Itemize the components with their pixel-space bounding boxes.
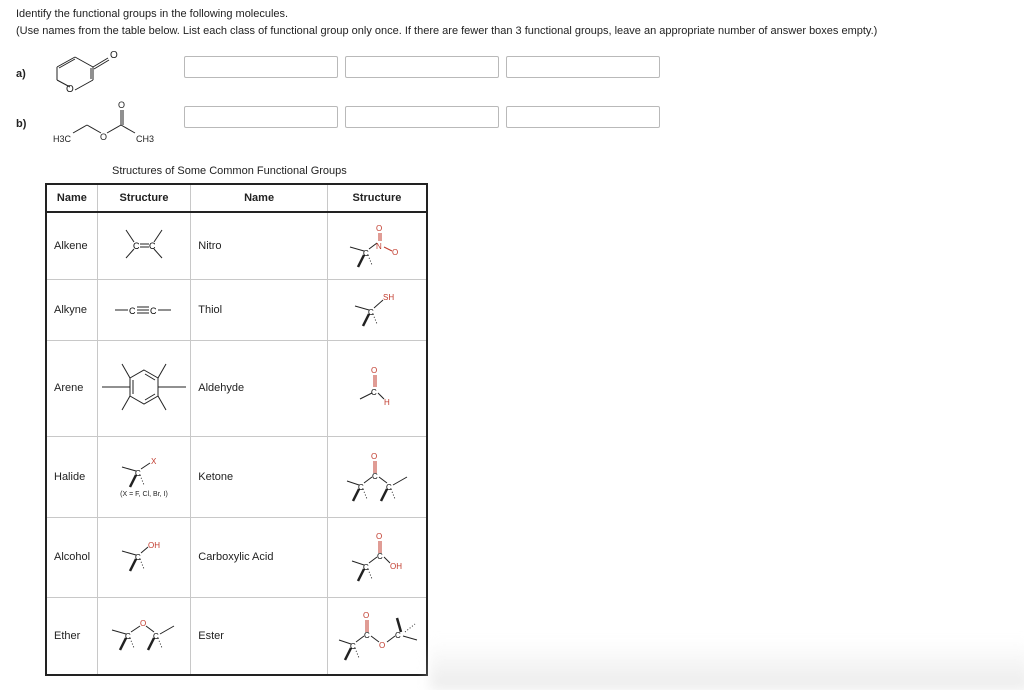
svg-text:C: C [357, 482, 364, 492]
table-row [46, 340, 427, 436]
table-row [46, 436, 427, 517]
svg-text:C: C [153, 631, 159, 641]
svg-text:H: H [383, 398, 390, 407]
row-name-aldehyde: Aldehyde [191, 340, 328, 436]
row-name-thiol: Thiol [191, 279, 328, 340]
svg-text:C: C [367, 307, 374, 317]
svg-text:OH: OH [389, 562, 402, 571]
svg-text:C: C [125, 631, 131, 641]
svg-text:O: O [100, 132, 108, 142]
structure-ether [97, 597, 190, 675]
svg-text:C: C [150, 305, 157, 316]
halide-note: (X = F, Cl, Br, I) [120, 491, 168, 498]
row-name-alcohol: Alcohol [46, 517, 97, 597]
svg-text:O: O [110, 50, 118, 61]
svg-text:C: C [370, 388, 377, 397]
row-name-nitro: Nitro [191, 212, 328, 279]
svg-text:C: C [135, 553, 141, 562]
svg-text:C: C [133, 240, 140, 251]
svg-text:H3C: H3C [53, 134, 72, 144]
table-header-row [46, 184, 427, 212]
svg-text:O: O [370, 366, 378, 375]
svg-text:O: O [66, 84, 74, 95]
svg-text:C: C [363, 630, 370, 640]
svg-text:C: C [149, 240, 156, 251]
bottom-shadow [430, 640, 1024, 690]
svg-text:O: O [378, 640, 386, 650]
header-name-1: Name [46, 184, 97, 212]
answer-a-2[interactable] [345, 56, 499, 78]
header-name-2: Name [191, 184, 328, 212]
molecule-a-structure [45, 45, 135, 95]
row-name-ether: Ether [46, 597, 97, 675]
svg-text:O: O [140, 618, 147, 628]
row-name-carboxylic-acid: Carboxylic Acid [191, 517, 328, 597]
svg-text:OH: OH [148, 541, 160, 550]
structure-halide [97, 436, 190, 517]
svg-text:X: X [151, 457, 157, 466]
row-name-alkene: Alkene [46, 212, 97, 279]
svg-text:O: O [370, 451, 378, 461]
answer-b-3[interactable] [506, 106, 660, 128]
row-name-arene: Arene [46, 340, 97, 436]
header-structure-2: Structure [327, 184, 427, 212]
svg-text:O: O [118, 100, 126, 110]
structure-carboxylic-acid [327, 517, 427, 597]
structure-aldehyde [327, 340, 427, 436]
table-row [46, 279, 427, 340]
table-row [46, 597, 427, 675]
svg-text:C: C [385, 482, 392, 492]
svg-text:O: O [375, 223, 383, 233]
svg-text:C: C [135, 469, 141, 478]
answer-b-1[interactable] [184, 106, 338, 128]
table-caption: Structures of Some Common Functional Groups [112, 165, 347, 177]
question-a-label: a) [16, 68, 26, 80]
svg-text:O: O [391, 247, 399, 257]
svg-text:C: C [376, 552, 383, 561]
svg-text:C: C [362, 563, 369, 572]
structure-arene [97, 340, 190, 436]
table-row [46, 212, 427, 279]
svg-text:C: C [371, 471, 378, 481]
svg-text:C: C [129, 305, 136, 316]
row-name-ester: Ester [191, 597, 328, 675]
svg-text:N: N [375, 241, 382, 251]
row-name-ketone: Ketone [191, 436, 328, 517]
svg-text:SH: SH [382, 292, 395, 302]
header-structure-1: Structure [97, 184, 190, 212]
svg-text:O: O [375, 532, 383, 541]
table-row [46, 517, 427, 597]
answer-b-2[interactable] [345, 106, 499, 128]
svg-text:C: C [394, 630, 401, 640]
svg-text:C: C [362, 248, 369, 258]
structure-alkyne [97, 279, 190, 340]
instructions-line-2: (Use names from the table below. List each class of functional group only once. If there are fewer than 3 functional groups, leave an appropriate number of answer boxes empty.) [16, 25, 878, 37]
row-name-alkyne: Alkyne [46, 279, 97, 340]
svg-text:C: C [349, 641, 356, 651]
structure-alcohol [97, 517, 190, 597]
svg-text:CH3: CH3 [136, 134, 155, 144]
svg-text:O: O [362, 610, 370, 620]
molecule-b-structure [45, 95, 185, 150]
answer-a-3[interactable] [506, 56, 660, 78]
functional-groups-table [45, 183, 428, 676]
structure-ketone [327, 436, 427, 517]
question-b-label: b) [16, 118, 27, 130]
answer-a-1[interactable] [184, 56, 338, 78]
structure-thiol [327, 279, 427, 340]
structure-ester [327, 597, 427, 675]
row-name-halide: Halide [46, 436, 97, 517]
structure-nitro [327, 212, 427, 279]
structure-alkene [97, 212, 190, 279]
instructions-line-1: Identify the functional groups in the following molecules. [16, 8, 289, 20]
